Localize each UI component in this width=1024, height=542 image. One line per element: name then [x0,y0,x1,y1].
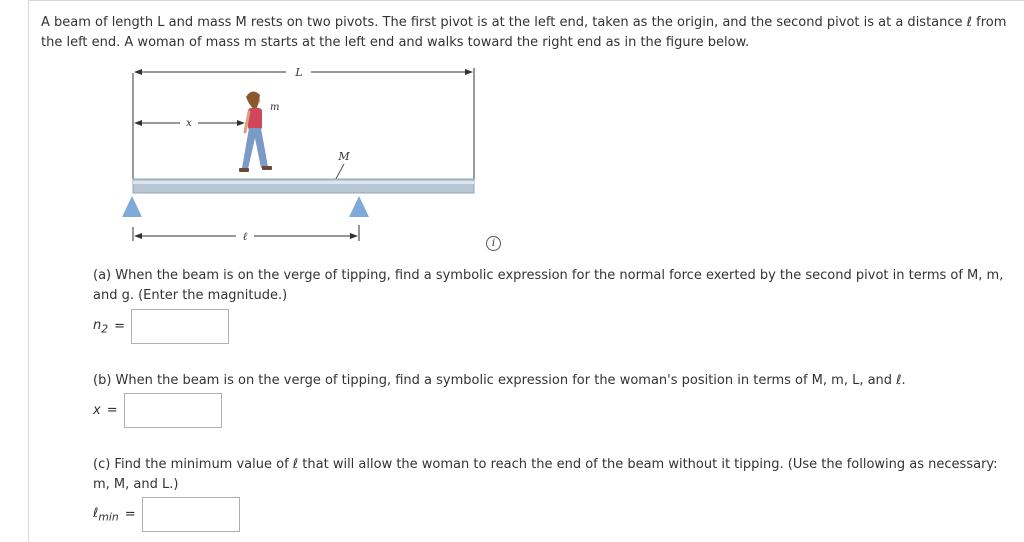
beam-highlight [133,181,474,184]
part-c-question: (c) Find the minimum value of ℓ that will allow the woman to reach the end of the beam without it tipping. (Use the following as necessary: m, M, and L.) [93,457,998,492]
equals-sign: = [106,403,118,418]
part-a-question: (a) When the beam is on the verge of tipping, find a symbolic expression for the normal force exerted by the second pivot in terms of M, m, and g. (Enter the magnitude.) [93,268,1004,303]
left-pivot [122,196,142,217]
right-pivot [349,196,369,217]
equals-sign: = [114,319,126,334]
n2-variable: $n_2$ [93,317,109,336]
part-a-answer-row [93,309,229,344]
info-icon[interactable]: i [486,236,501,251]
problem-statement: A beam of length L and mass M rests on two pivots. The first pivot is at the left end, taken as the origin, and the second pivot is at a distance ℓ from the left end. A woman of mass m starts at the left end and walks toward the right end as in the figure below. [41,15,1007,50]
n2-answer-input[interactable] [131,309,229,344]
x-arrow-right [237,120,245,126]
L-arrow-left [134,69,142,75]
woman-figure [239,91,272,172]
beam-figure [118,60,498,250]
ell-arrow-right [350,233,358,239]
m-label: m [270,102,280,113]
L-label: L [295,66,303,79]
L-arrow-right [465,69,473,75]
equals-sign: = [124,507,136,522]
part-b-answer-row [93,393,222,428]
M-label: M [338,150,350,163]
part-b-question: (b) When the beam is on the verge of tipping, find a symbolic expression for the woman's position in terms of M, m, L, and ℓ. [93,373,906,388]
ell-arrow-left [134,233,142,239]
x-variable: x [93,403,101,418]
x-answer-input[interactable] [124,393,222,428]
x-arrow-left [134,120,142,126]
ell-min-answer-input[interactable] [142,497,240,532]
x-label: x [186,118,192,129]
ell-label: ℓ [242,230,248,243]
part-c-answer-row [93,497,240,532]
ell-min-variable: ℓ$_{min}$ [93,505,119,524]
